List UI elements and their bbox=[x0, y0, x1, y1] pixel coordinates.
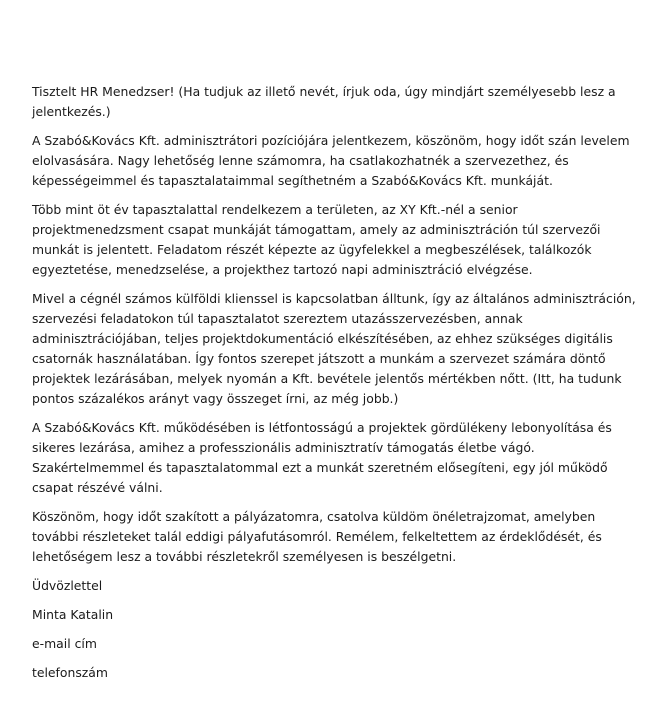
letter-document bbox=[32, 82, 642, 692]
letter-paragraph-1: A Szabó&Kovács Kft. adminisztrátori pozíciójára jelentkezem, köszönöm, hogy időt szán levelem elolvasására. Nagy lehetőség lenne számomra, ha csatlakozhatnék a szervezethez, és képességeimmel és tapasztalataimmal segíthetném a Szabó&Kovács Kft. munkáját. bbox=[32, 133, 630, 188]
signature-name: Minta Katalin bbox=[32, 607, 114, 622]
letter-closing: Üdvözlettel bbox=[32, 578, 103, 593]
signature-phone: telefonszám bbox=[32, 665, 108, 680]
letter-paragraph-5: Köszönöm, hogy időt szakított a pályázatomra, csatolva küldöm önéletrajzomat, amelyben további részleteket talál eddigi pályafutásomról. Remélem, felkeltettem az érdeklődését, és lehetőségem lesz a további részletekről személyesen is beszélgetni. bbox=[32, 509, 602, 564]
letter-paragraph-2: Több mint öt év tapasztalattal rendelkezem a területen, az XY Kft.-nél a senior projektmenedzsment csapat munkáját támogattam, amely az adminisztráción túl szervezői munkát is jelentett. Feladatom részét képezte az ügyfelekkel a megbeszélések, találkozók egyeztetése, menedzselése, a projekthez tartozó napi adminisztráció elvégzése. bbox=[32, 202, 601, 277]
letter-paragraph-4: A Szabó&Kovács Kft. működésében is létfontosságú a projektek gördülékeny lebonyolítása és sikeres lezárása, amihez a professzionális adminisztratív támogatás életbe vágó. Szakértelmemmel és tapasztalatommal ezt a munkát szeretném elősegíteni, egy jól működő csapat részévé válni. bbox=[32, 420, 612, 495]
signature-email: e-mail cím bbox=[32, 636, 97, 651]
letter-salutation: Tisztelt HR Menedzser! (Ha tudjuk az illető nevét, írjuk oda, úgy mindjárt személyesebb lesz a jelentkezés.) bbox=[32, 84, 616, 119]
letter-paragraph-3: Mivel a cégnél számos külföldi klienssel is kapcsolatban álltunk, így az általános adminisztráción, szervezési feladatokon túl tapasztalatot szereztem utazásszervezésben, annak adminisztrációjában, teljes projektdokumentáció elkészítésében, az ehhez szükséges digitális csatornák használatában. Így fontos szerepet játszott a munkám a szervezet számára döntő projektek lezárásában, melyek nyomán a Kft. bevétele jelentős mértékben nőtt. (Itt, ha tudunk pontos százalékos arányt vagy összeget írni, az még jobb.) bbox=[32, 291, 636, 406]
